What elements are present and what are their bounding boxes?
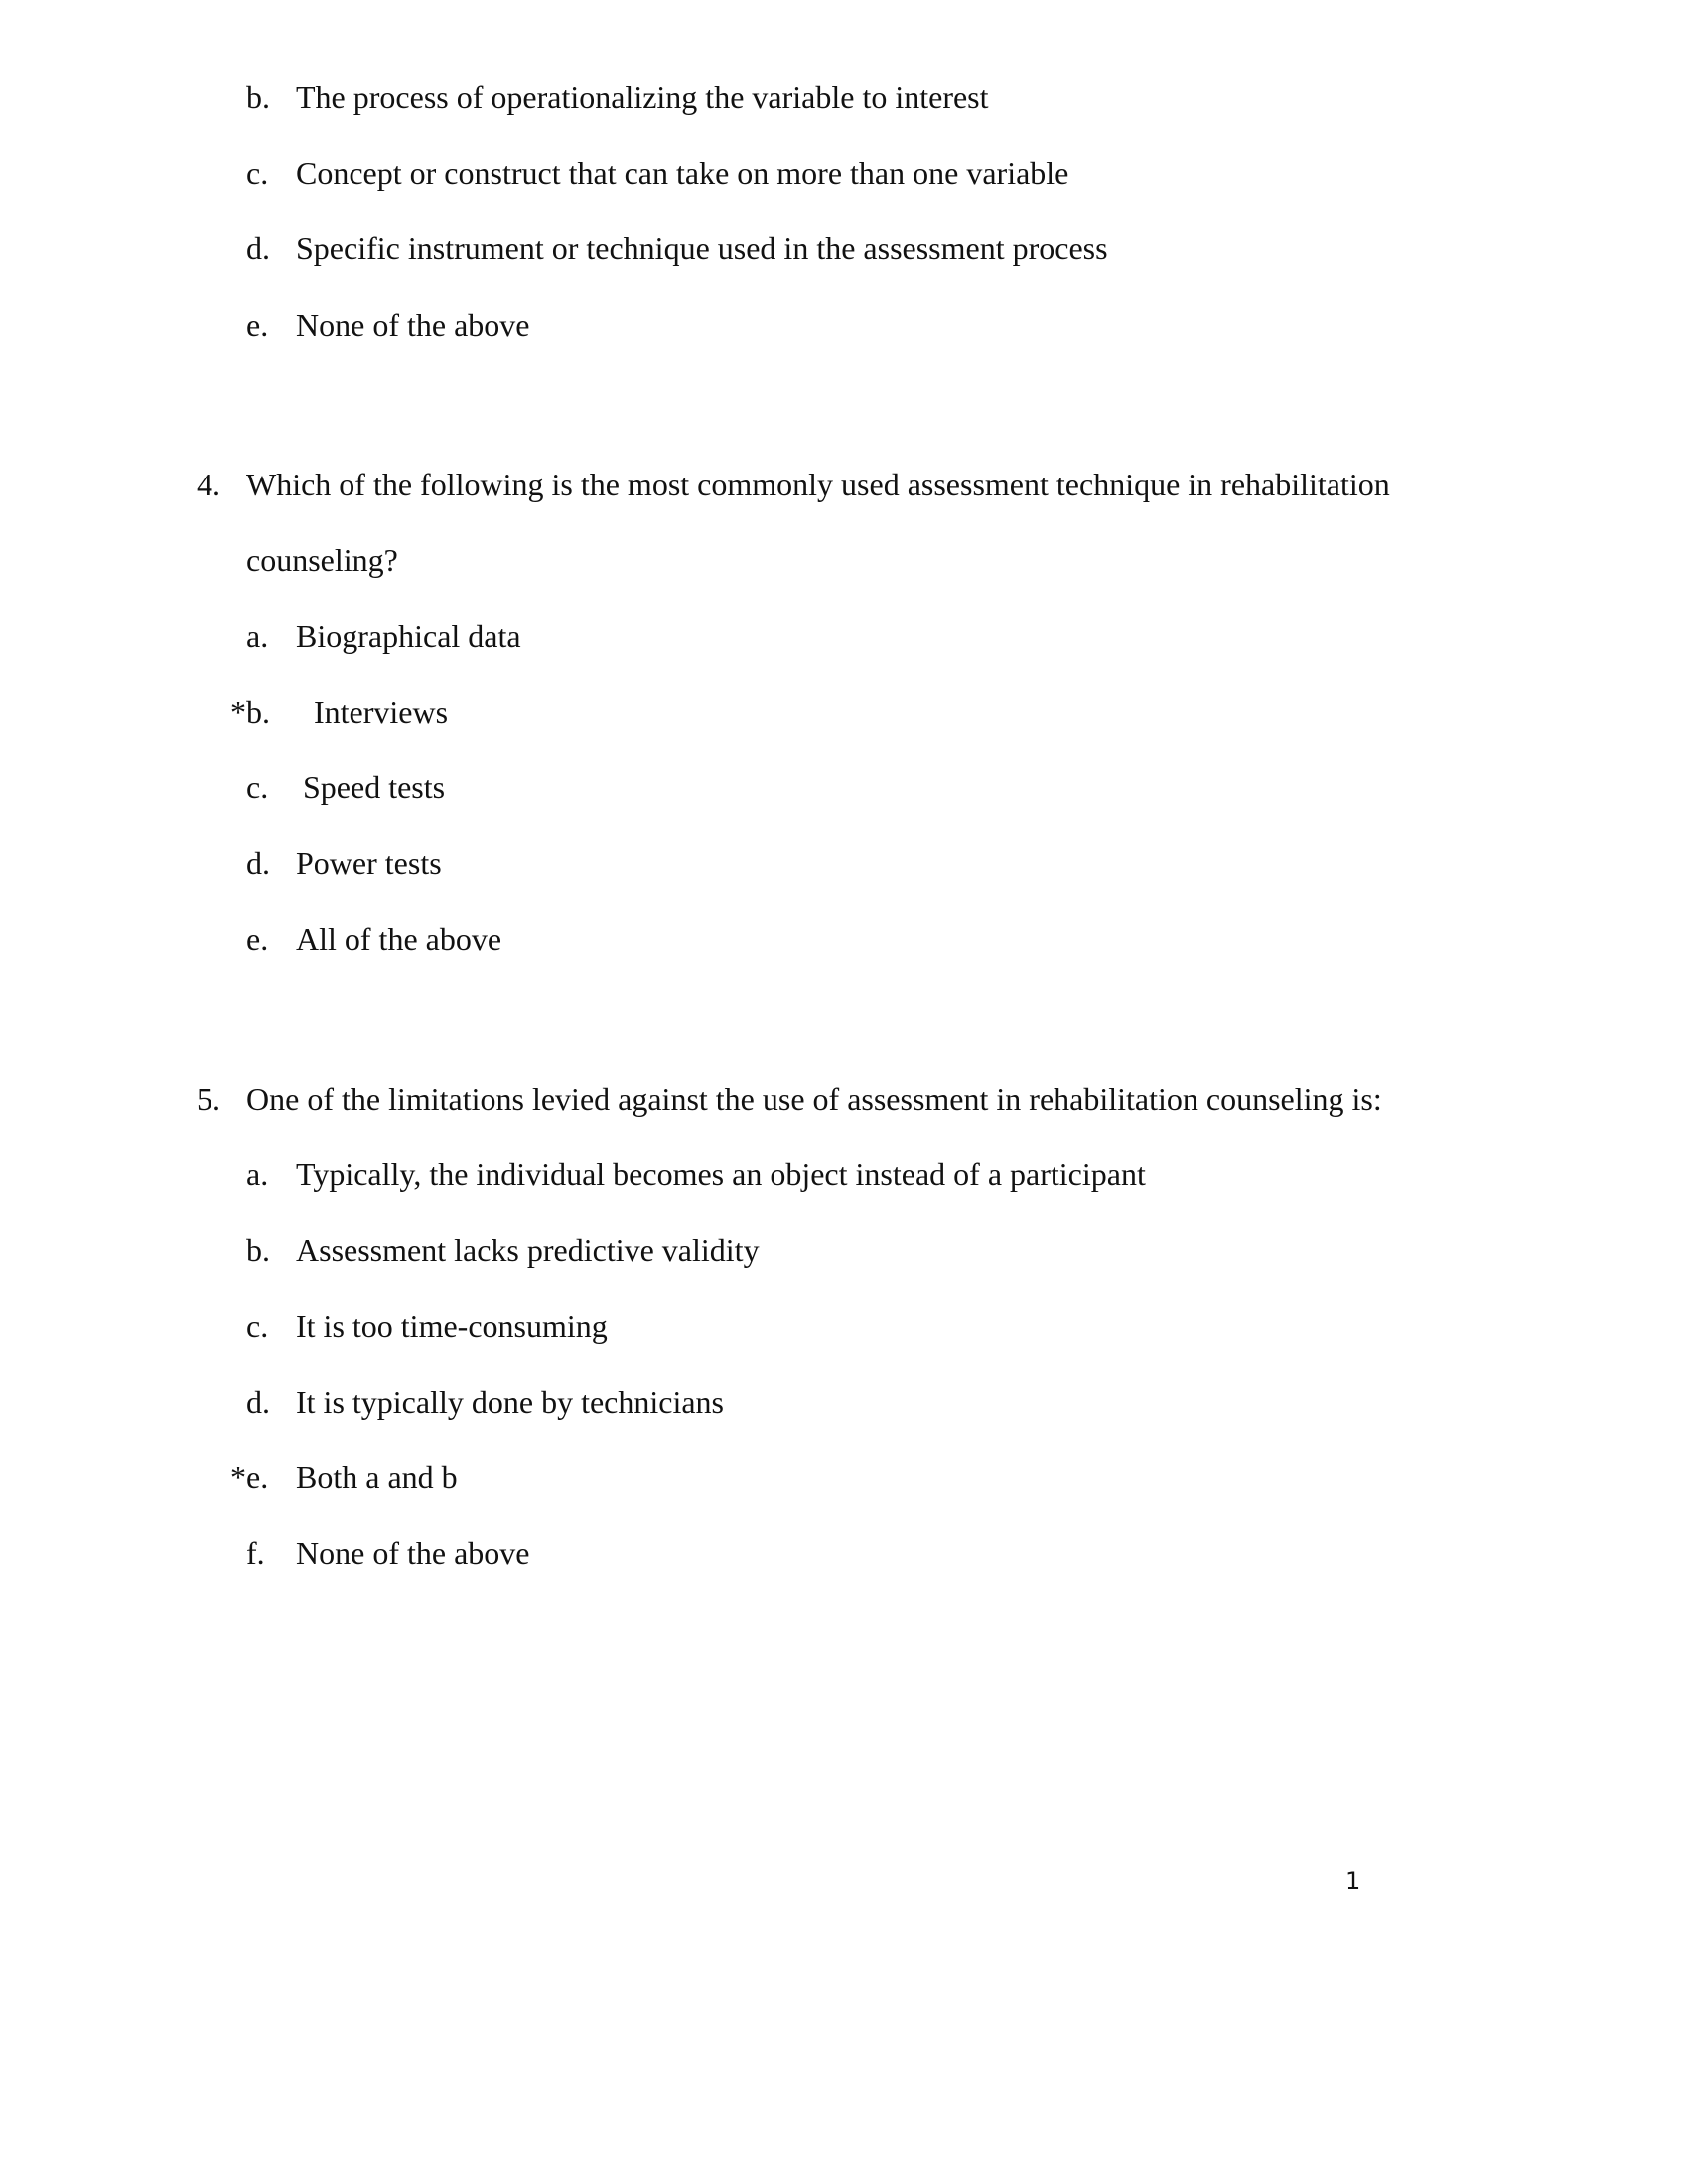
option-text: The process of operationalizing the variable to interest [296, 79, 989, 115]
option-marker: a. [246, 618, 269, 654]
option-text: Interviews [314, 694, 449, 730]
page-number: 1 [1345, 1867, 1361, 1895]
option-marker: e. [246, 307, 269, 342]
answer-marker: *b. [230, 694, 270, 730]
question-number: 4. [197, 467, 220, 502]
option-marker: d. [246, 845, 270, 881]
option-marker: f. [246, 1535, 265, 1570]
option-text: It is too time-consuming [296, 1308, 608, 1344]
option-marker: b. [246, 1232, 270, 1268]
question-stem-continued: counseling? [246, 542, 398, 578]
option-text: None of the above [296, 307, 530, 342]
option-marker: e. [246, 921, 269, 957]
option-marker: b. [246, 79, 270, 115]
option-text: Typically, the individual becomes an object instead of a participant [296, 1157, 1146, 1192]
option-marker: c. [246, 1308, 269, 1344]
option-marker: d. [246, 230, 270, 266]
option-text: Specific instrument or technique used in the assessment process [296, 230, 1108, 266]
option-text: Speed tests [303, 769, 446, 805]
option-text: Power tests [296, 845, 442, 881]
question-stem: One of the limitations levied against the use of assessment in rehabilitation counseling is: [246, 1081, 1382, 1117]
option-marker: d. [246, 1384, 270, 1420]
option-text: Assessment lacks predictive validity [296, 1232, 760, 1268]
question-number: 5. [197, 1081, 220, 1117]
question-stem: Which of the following is the most commonly used assessment technique in rehabilitation [246, 467, 1390, 502]
option-text: It is typically done by technicians [296, 1384, 724, 1420]
option-marker: c. [246, 769, 269, 805]
option-marker: c. [246, 155, 269, 191]
option-text: All of the above [296, 921, 502, 957]
option-text: Concept or construct that can take on more than one variable [296, 155, 1069, 191]
option-text: Both a and b [296, 1459, 458, 1495]
option-text: None of the above [296, 1535, 530, 1570]
option-text: Biographical data [296, 618, 521, 654]
option-marker: a. [246, 1157, 269, 1192]
answer-marker: *e. [230, 1459, 269, 1495]
